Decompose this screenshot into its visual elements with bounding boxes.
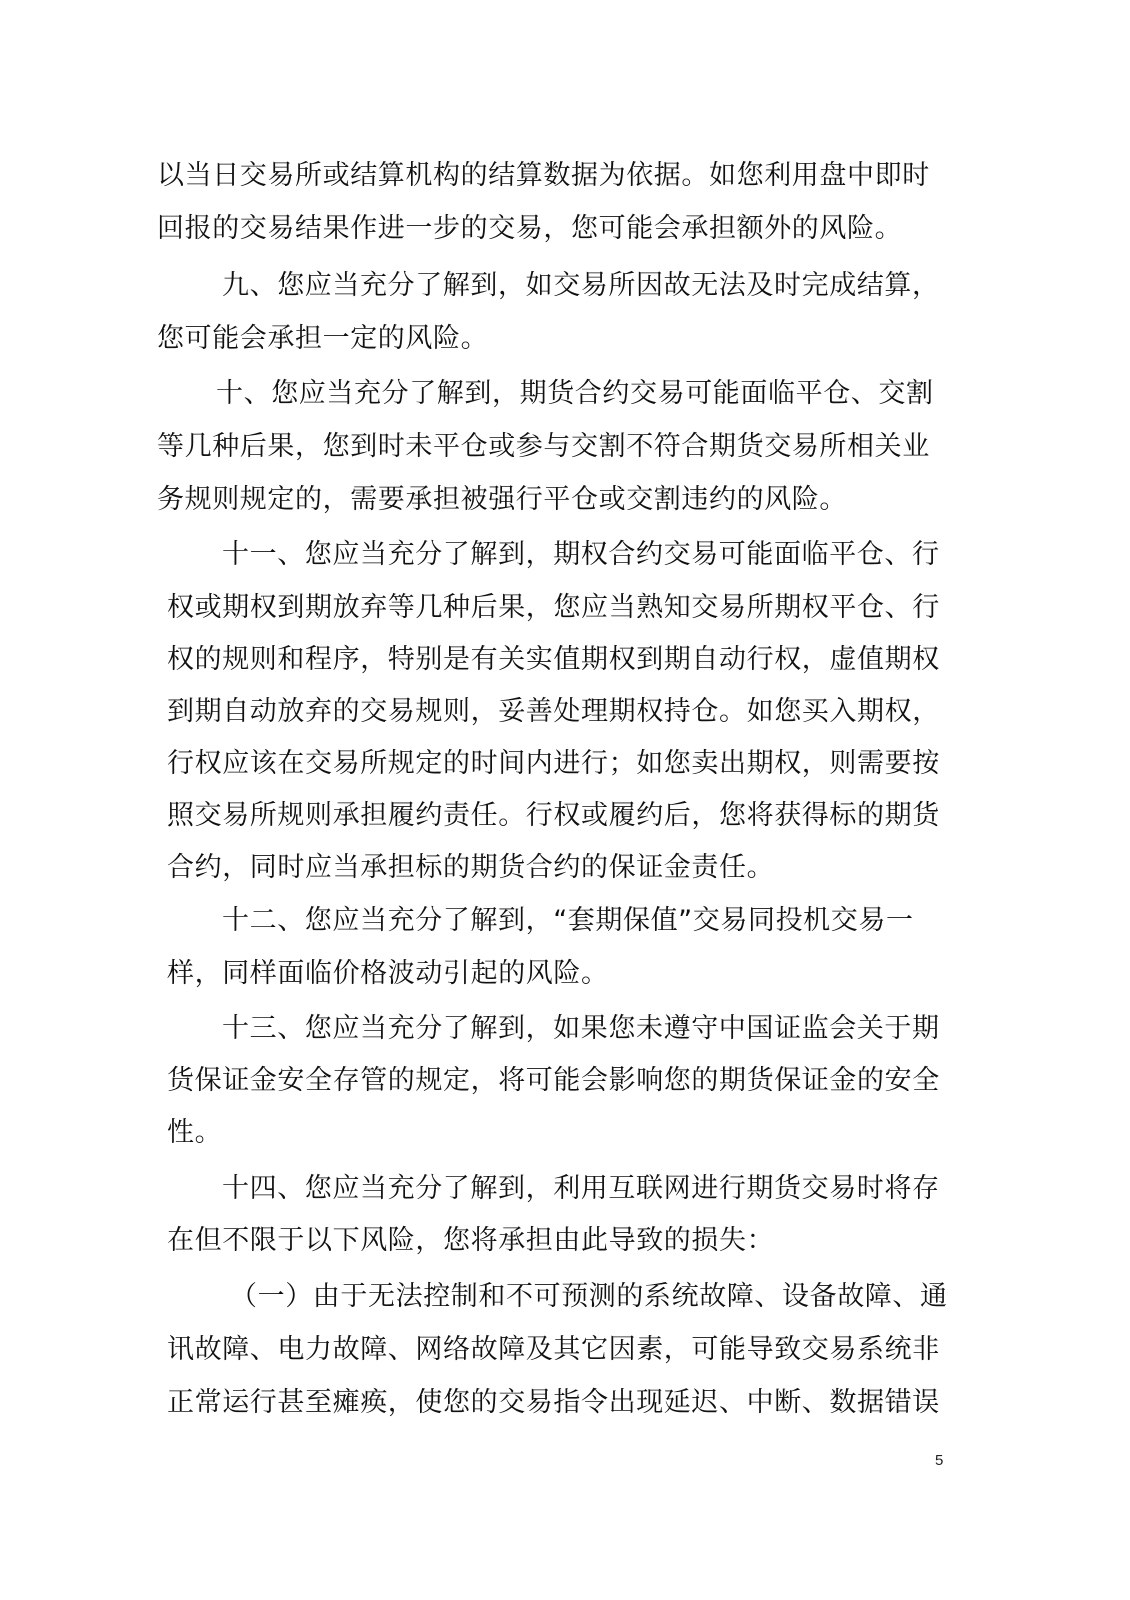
text-line: 九、您应当充分了解到，如交易所因故无法及时完成结算，	[222, 270, 940, 301]
text-line: 回报的交易结果作进一步的交易，您可能会承担额外的风险。	[157, 213, 903, 244]
text-line: 性。	[167, 1117, 223, 1148]
text-line: 十二、您应当充分了解到，“套期保值”交易同投机交易一	[222, 905, 914, 936]
text-line: 以当日交易所或结算机构的结算数据为依据。如您利用盘中即时	[157, 160, 930, 191]
text-line: 到期自动放弃的交易规则，妥善处理期权持仓。如您买入期权，	[167, 696, 940, 727]
page-number: 5	[935, 1452, 944, 1469]
text-line: 务规则规定的，需要承担被强行平仓或交割违约的风险。	[157, 484, 847, 515]
text-line: 在但不限于以下风险，您将承担由此导致的损失：	[167, 1225, 775, 1256]
text-line: 权或期权到期放弃等几种后果，您应当熟知交易所期权平仓、行	[167, 592, 940, 623]
text-line: 十一、您应当充分了解到，期权合约交易可能面临平仓、行	[222, 539, 940, 570]
text-line: 合约，同时应当承担标的期货合约的保证金责任。	[167, 852, 775, 883]
text-line: 十三、您应当充分了解到，如果您未遵守中国证监会关于期	[222, 1013, 940, 1044]
text-line: 十、您应当充分了解到，期货合约交易可能面临平仓、交割	[216, 378, 934, 409]
text-line: 行权应该在交易所规定的时间内进行；如您卖出期权，则需要按	[167, 748, 940, 779]
text-line: 货保证金安全存管的规定，将可能会影响您的期货保证金的安全	[167, 1065, 940, 1096]
text-line: 十四、您应当充分了解到，利用互联网进行期货交易时将存	[222, 1173, 940, 1204]
text-line: 照交易所规则承担履约责任。行权或履约后，您将获得标的期货	[167, 800, 940, 831]
text-line: 正常运行甚至瘫痪，使您的交易指令出现延迟、中断、数据错误	[167, 1387, 940, 1418]
text-line: 权的规则和程序，特别是有关实值期权到期自动行权，虚值期权	[167, 644, 940, 675]
text-line: 您可能会承担一定的风险。	[157, 323, 489, 354]
text-line: 样，同样面临价格波动引起的风险。	[167, 958, 609, 989]
text-line: 讯故障、电力故障、网络故障及其它因素，可能导致交易系统非	[167, 1334, 940, 1365]
text-line: （一）由于无法控制和不可预测的系统故障、设备故障、通	[230, 1281, 948, 1312]
text-line: 等几种后果，您到时未平仓或参与交割不符合期货交易所相关业	[157, 431, 930, 462]
